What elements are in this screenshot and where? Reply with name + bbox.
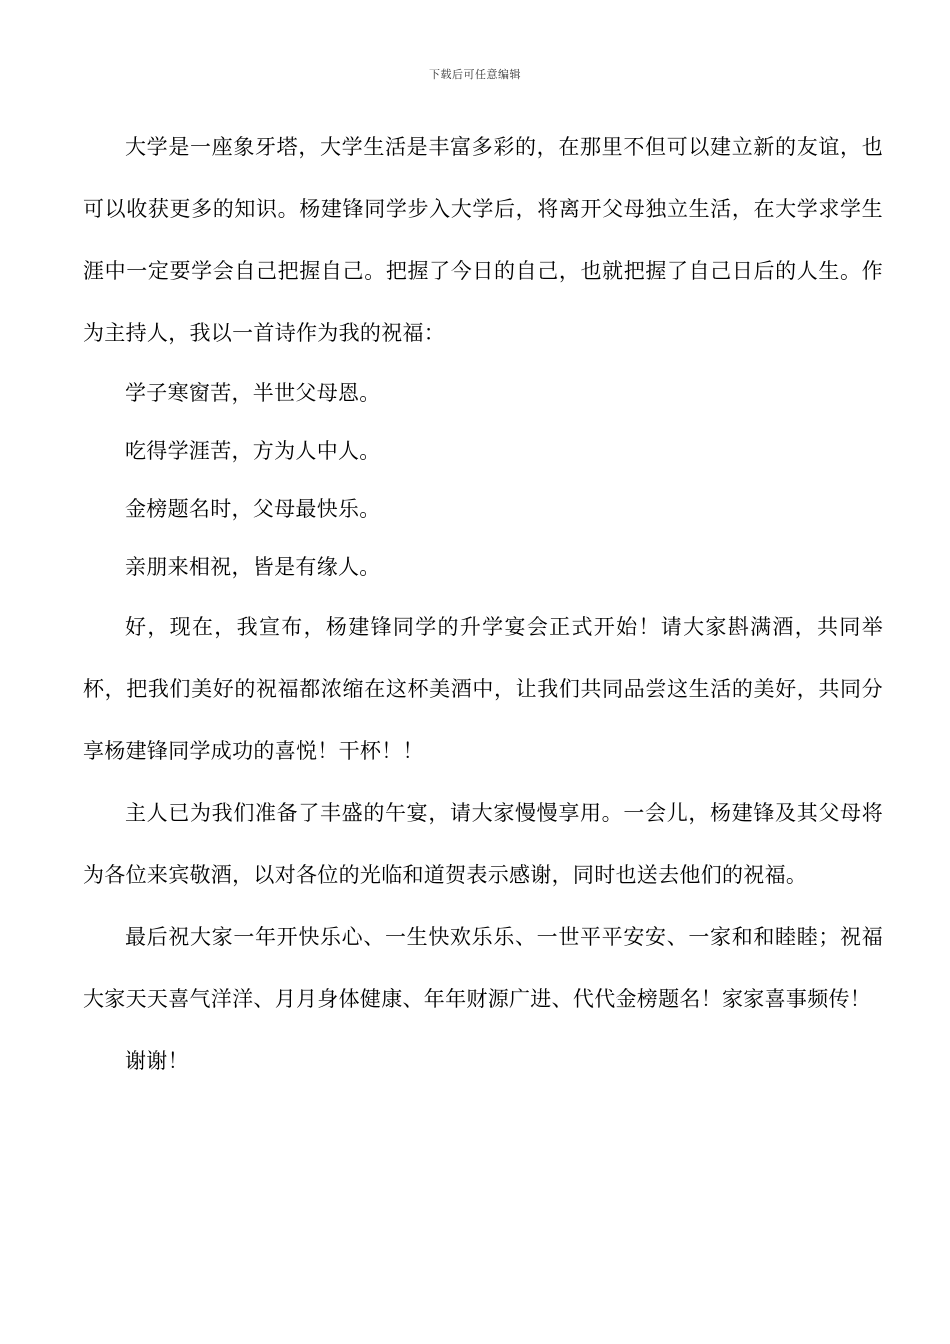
paragraph-intro: 大学是一座象牙塔，大学生活是丰富多彩的，在那里不但可以建立新的友谊，也可以收获更多的知识。杨建锋同学步入大学后，将离开父母独立生活，在大学求学生涯中一定要学会自己把握自己。把握了今日的自己，也就把握了自己日后的人生。作为主持人，我以一首诗作为我的祝福： [83, 135, 883, 345]
poem-line-3: 金榜题名时，父母最快乐。 [125, 497, 381, 521]
poem-line-4: 亲朋来相祝，皆是有缘人。 [125, 555, 381, 579]
paragraph-blessing: 最后祝大家一年开快乐心、一生快欢乐乐、一世平平安安、一家和和睦睦；祝福大家天天喜气洋洋、月月身体健康、年年财源广进、代代金榜题名！家家喜事频传！ [83, 925, 883, 1011]
poem-line-1: 学子寒窗苦，半世父母恩。 [125, 381, 381, 405]
paragraph-thanks: 谢谢！ [125, 1049, 189, 1073]
document-body [83, 116, 883, 1092]
poem-line-2: 吃得学涯苦，方为人中人。 [125, 439, 381, 463]
paragraph-announcement: 好，现在，我宣布，杨建锋同学的升学宴会正式开始！请大家斟满酒，共同举杯，把我们美好的祝福都浓缩在这杯美酒中，让我们共同品尝这生活的美好，共同分享杨建锋同学成功的喜悦！干杯！！ [83, 615, 883, 763]
paragraph-banquet: 主人已为我们准备了丰盛的午宴，请大家慢慢享用。一会儿，杨建锋及其父母将为各位来宾敬酒，以对各位的光临和道贺表示感谢，同时也送去他们的祝福。 [83, 801, 883, 887]
header-note: 下载后可任意编辑 [429, 68, 521, 81]
